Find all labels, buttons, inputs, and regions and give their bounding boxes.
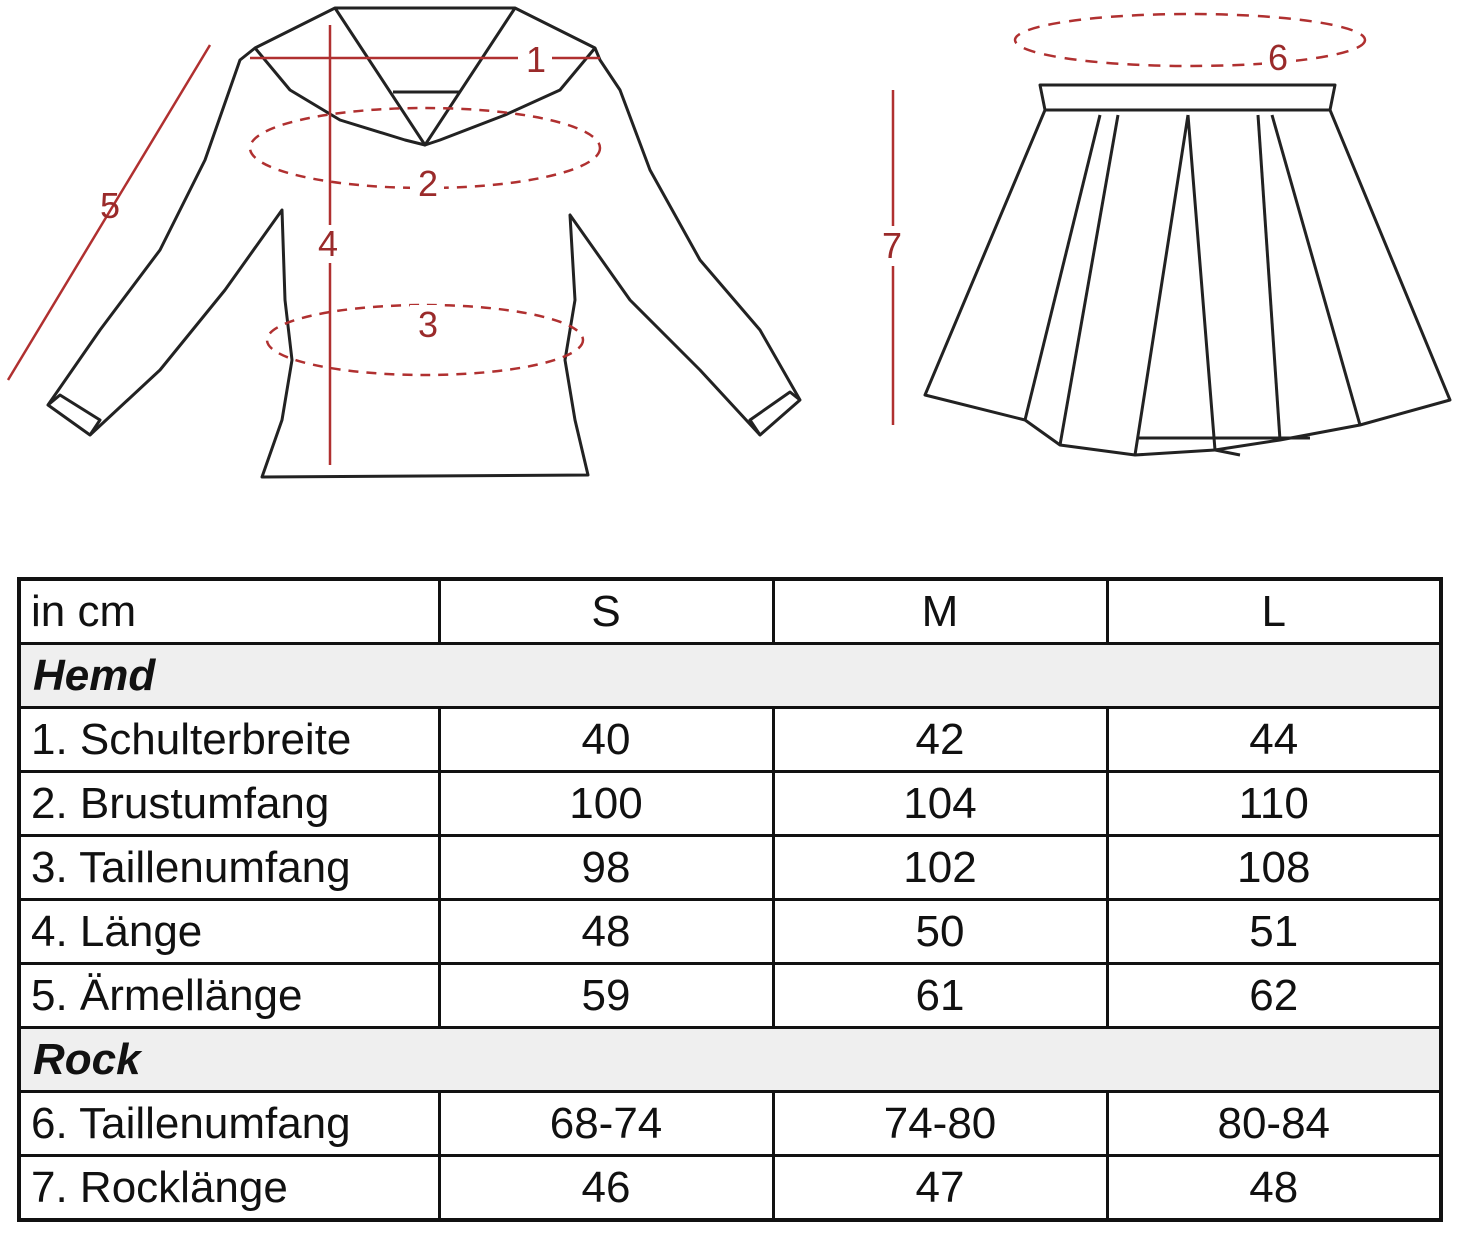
cell-s: 100 (439, 772, 773, 836)
row-label: 1. Schulterbreite (19, 708, 439, 772)
table-row (19, 900, 1441, 964)
cell-m: 102 (773, 836, 1107, 900)
section-title: Hemd (19, 644, 1441, 708)
table-row (19, 1156, 1441, 1221)
shirt-marker-labels (100, 39, 552, 345)
cell-m: 74-80 (773, 1092, 1107, 1156)
cell-l: 44 (1107, 708, 1441, 772)
garment-diagram (0, 0, 1459, 540)
marker-6: 6 (1268, 37, 1289, 78)
marker-3: 3 (418, 304, 439, 345)
cell-s: 46 (439, 1156, 773, 1221)
skirt-marker-labels (878, 37, 1296, 266)
skirt-waist-line (1015, 14, 1365, 66)
shirt-measurements (8, 25, 600, 465)
cell-l: 48 (1107, 1156, 1441, 1221)
size-header-m: M (773, 579, 1107, 644)
row-label: 7. Rocklänge (19, 1156, 439, 1221)
table-row (19, 772, 1441, 836)
cell-s: 68-74 (439, 1092, 773, 1156)
row-label: 6. Taillenumfang (19, 1092, 439, 1156)
cell-m: 47 (773, 1156, 1107, 1221)
row-label: 5. Ärmellänge (19, 964, 439, 1028)
shirt-outline (48, 8, 800, 477)
cell-l: 62 (1107, 964, 1441, 1028)
marker-2: 2 (418, 163, 439, 204)
cell-l: 51 (1107, 900, 1441, 964)
header-row (19, 579, 1441, 644)
size-header-s: S (439, 579, 773, 644)
cell-m: 50 (773, 900, 1107, 964)
cell-s: 48 (439, 900, 773, 964)
cell-l: 80-84 (1107, 1092, 1441, 1156)
skirt-outline (925, 85, 1450, 455)
cell-s: 40 (439, 708, 773, 772)
cell-m: 104 (773, 772, 1107, 836)
cell-l: 110 (1107, 772, 1441, 836)
section-row-rock (19, 1028, 1441, 1092)
row-label: 4. Länge (19, 900, 439, 964)
row-label: 3. Taillenumfang (19, 836, 439, 900)
size-header-l: L (1107, 579, 1441, 644)
row-label: 2. Brustumfang (19, 772, 439, 836)
cell-s: 98 (439, 836, 773, 900)
marker-1: 1 (526, 39, 547, 80)
table-row (19, 1092, 1441, 1156)
marker-7: 7 (882, 225, 903, 266)
unit-header: in cm (19, 579, 439, 644)
section-row-hemd (19, 644, 1441, 708)
table-row (19, 964, 1441, 1028)
cell-s: 59 (439, 964, 773, 1028)
size-table (17, 577, 1443, 1222)
marker-5: 5 (100, 185, 121, 226)
section-title: Rock (19, 1028, 1441, 1092)
table-row (19, 836, 1441, 900)
table-row (19, 708, 1441, 772)
marker-4: 4 (318, 223, 339, 264)
cell-m: 61 (773, 964, 1107, 1028)
cell-m: 42 (773, 708, 1107, 772)
cell-l: 108 (1107, 836, 1441, 900)
